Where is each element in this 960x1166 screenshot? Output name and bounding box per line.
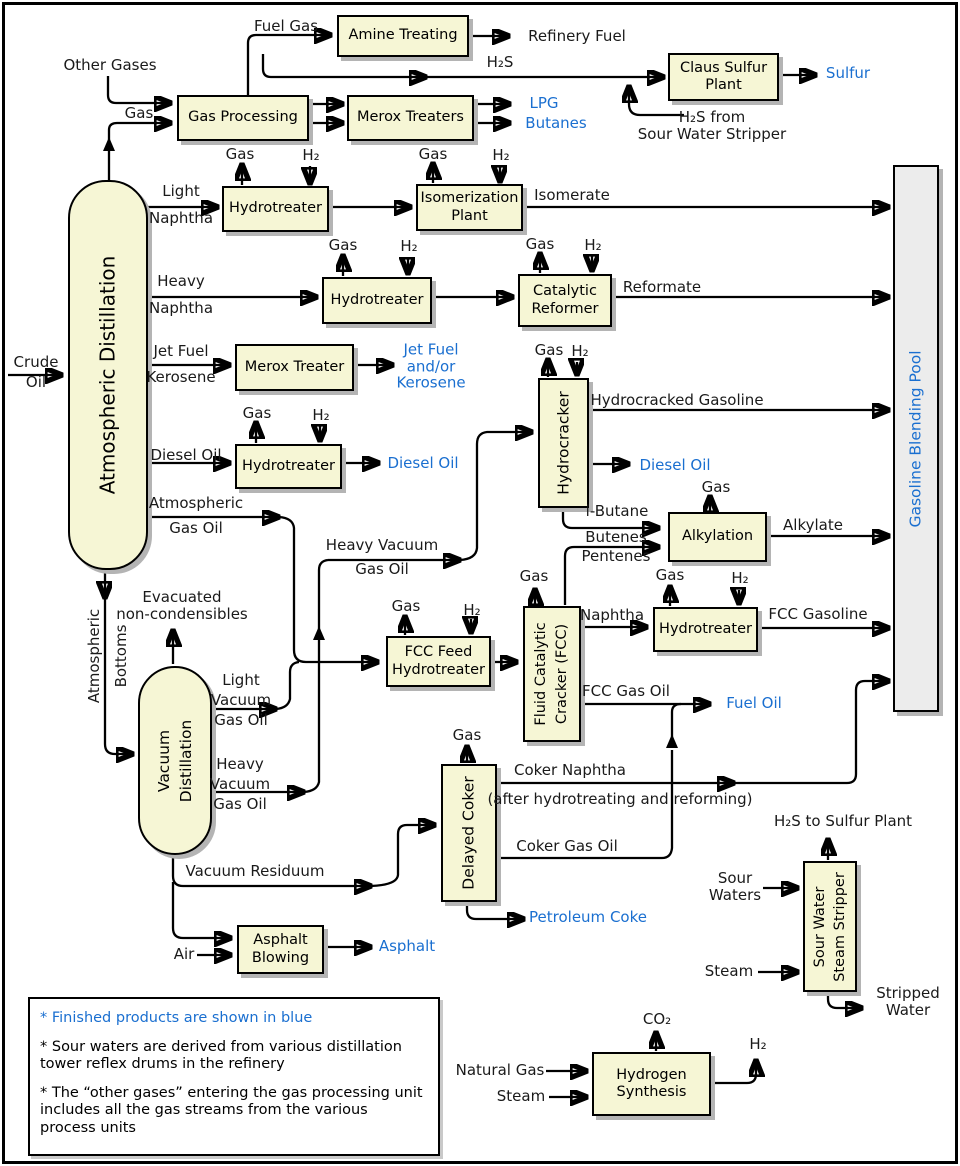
sour-waters-label-text: Waters: [708, 886, 762, 904]
merox-treaters: [347, 95, 474, 141]
gas-riser-arrow: [103, 137, 115, 151]
h2-ht1-label-text: H₂: [302, 146, 320, 164]
isomerate-label: [534, 186, 610, 204]
atmospheric-gas-oil-label: [149, 491, 243, 541]
catalytic-reformer-label: Catalytic: [533, 283, 597, 299]
gas-fcc-label: [520, 567, 549, 585]
gas-feed-label: [125, 104, 154, 122]
merox-treaters-label: Merox Treaters: [357, 109, 464, 126]
hydrocracker-label: Hydrocracker: [553, 391, 572, 495]
vacuum-distillation-label: Vacuum: [155, 729, 173, 792]
light-vacuum-gas-oil-line-b: [276, 662, 299, 709]
hydrogen-synthesis: [592, 1052, 711, 1116]
note-item-1: * Finished products are shown in blue: [40, 1010, 313, 1026]
petroleum-coke-label-text: Petroleum Coke: [529, 908, 647, 926]
fcc-feed-hydrotreater-label: FCC Feed: [404, 644, 473, 660]
asphalt-blowing-label: Asphalt: [253, 932, 308, 948]
hydrogen-synthesis-label: Synthesis: [616, 1084, 687, 1100]
air-label: [174, 945, 195, 963]
heavy-vacuum-gas-oil-vd-label-text: Heavy: [216, 755, 264, 773]
diesel-feed-label: [150, 446, 221, 464]
gasoline-blending-pool: [893, 165, 939, 712]
gas-ht3-label: [243, 404, 272, 422]
sour-water-steam-stripper-label: Steam Stripper: [832, 871, 848, 982]
diesel-out-ht-label: [387, 454, 458, 472]
other-gases-line: [108, 76, 171, 103]
atmospheric-bottoms-label-text: Atmospheric: [85, 608, 103, 704]
atmospheric-gas-oil-label-text: Gas Oil: [169, 519, 223, 537]
sour-waters-label-text: Sour: [717, 869, 753, 887]
h2s-from-sws-label-text: H₂S from: [678, 108, 746, 126]
heavy-vacuum-gas-oil-vd-label-text: Gas Oil: [213, 795, 267, 813]
fluid-catalytic-cracker-label: Cracker (FCC): [554, 623, 570, 725]
steam-hs-label-text: Steam: [496, 1087, 546, 1105]
gas-processing: [177, 95, 309, 141]
alkylate-label-text: Alkylate: [783, 516, 843, 534]
merox-treater-label: Merox Treater: [244, 358, 345, 375]
jet-fuel-out-label-text: Jet Fuel: [403, 340, 459, 359]
claus-sulfur-plant: [668, 53, 779, 101]
atmospheric-bottoms-label-text: Bottoms: [112, 624, 130, 688]
fcc-gas-oil-label-text: FCC Gas Oil: [582, 682, 670, 700]
hydrotreater-light-naphtha: [222, 186, 329, 232]
asphalt-label-text: Asphalt: [378, 937, 436, 955]
delayed-coker-label: Delayed Coker: [459, 776, 478, 890]
crude-oil-label-text: Crude: [13, 353, 59, 371]
h2-fccfh-label-text: H₂: [463, 601, 481, 619]
fcc-feed-hydrotreater: [386, 636, 491, 687]
petroleum-coke-line: [467, 899, 524, 919]
natural-gas-label: [456, 1061, 545, 1079]
butenes-pentenes-label-text: Pentenes: [581, 547, 651, 565]
gas-fcc-label-text: Gas: [519, 567, 549, 585]
heavy-naphtha-label-text: Heavy: [157, 272, 205, 290]
fuel-gas-line: [248, 35, 331, 95]
note-item-2: * Sour waters are derived from various distillation tower reflex drums in the refinery: [40, 1038, 402, 1072]
steam-sws-label-text: Steam: [704, 962, 754, 980]
petroleum-coke-label: [529, 908, 647, 926]
coker-naphtha-label-text: Coker Naphtha: [514, 761, 626, 779]
isomerization-plant: [416, 184, 523, 231]
air-label-text: Air: [173, 945, 195, 963]
diesel-feed-label-text: Diesel Oil: [150, 446, 222, 464]
h2-reformer-label-text: H₂: [584, 236, 602, 254]
h2-ht2-label-text: H₂: [400, 237, 418, 255]
lpg-label-text: LPG: [529, 94, 559, 112]
jet-fuel-kerosene-label-text: Jet Fuel: [153, 342, 209, 360]
hydrocracked-gasoline-label: [590, 391, 763, 409]
reformate-label: [623, 278, 701, 296]
gas-reformer-label-text: Gas: [525, 235, 555, 253]
i-butane-label-text: i-Butane: [585, 502, 649, 520]
hydrotreater-heavy-naphtha-label: Hydrotreater: [330, 291, 424, 308]
light-naphtha-label-text: Light: [162, 182, 200, 200]
vacuum-residuum-line-b: [371, 825, 435, 886]
sour-waters-label: [709, 870, 761, 904]
evacuated-label: [116, 589, 248, 623]
gas-riser-line: [109, 123, 171, 183]
heavy-naphtha-label-text: Naphtha: [148, 299, 214, 317]
h2s-from-sws-label-text: Sour Water Stripper: [637, 125, 787, 143]
h2-isom-label-text: H₂: [492, 146, 510, 164]
fcc-gasoline-label: [768, 605, 867, 623]
gas-alkylation-label: [702, 478, 731, 496]
h2-reformer-label: [584, 236, 601, 254]
h2s-amine-label: [487, 53, 514, 71]
gas-hydrocracker-label-text: Gas: [534, 341, 564, 359]
h2-hydrocracker-label-text: H₂: [571, 342, 589, 360]
i-butane-label: [586, 502, 649, 520]
gas-processing-label: Gas Processing: [188, 109, 298, 126]
coker-gas-oil-label-text: Coker Gas Oil: [516, 837, 618, 855]
asphalt-branch-line: [173, 882, 231, 938]
other-gases-label-text: Other Gases: [63, 56, 157, 74]
other-gases-label: [63, 56, 156, 74]
gas-isom-label-text: Gas: [418, 145, 448, 163]
heavy-naphtha-label: [149, 268, 213, 322]
asphalt-blowing-label: Blowing: [251, 949, 310, 966]
heavy-vacuum-gas-oil-hc-label-text: Heavy Vacuum: [325, 536, 439, 554]
atmospheric-distillation: [68, 180, 148, 570]
gas-isom-label: [419, 145, 448, 163]
naphtha-fcc-label-text: Naphtha: [579, 606, 645, 624]
fuel-gas-label: [254, 17, 318, 35]
fuel-oil-label-text: Fuel Oil: [726, 694, 782, 712]
heavy-vacuum-gas-oil-hc-label: [326, 533, 438, 581]
gas-ht3-label-text: Gas: [242, 404, 272, 422]
claus-sulfur-plant-label: Claus Sulfur: [679, 59, 768, 76]
h2s-from-sws-label: [638, 109, 786, 143]
amine-treating-label: Amine Treating: [348, 27, 458, 44]
catalytic-reformer-label: Reformer: [531, 300, 599, 317]
vacuum-residuum-label-text: Vacuum Residuum: [185, 862, 325, 880]
heavy-vacuum-gas-oil-vd-label: [210, 754, 270, 814]
heavy-vacuum-gas-oil-riser: [304, 560, 328, 792]
gas-fccfh-label-text: Gas: [391, 597, 421, 615]
gas-ht2-label: [329, 236, 358, 254]
light-vacuum-gas-oil-label: [211, 670, 271, 730]
co2-label-text: CO₂: [642, 1010, 672, 1028]
atmospheric-distillation-label: Atmospheric Distillation: [95, 255, 120, 495]
coker-gas-oil-label: [516, 837, 618, 855]
refinery-fuel-label: [528, 27, 626, 45]
sour-water-steam-stripper-label: Sour Water: [812, 886, 828, 967]
asphalt-blowing: [237, 925, 324, 974]
light-naphtha-label-text: Naphtha: [148, 209, 214, 227]
h2-out-label-text: H₂: [749, 1035, 767, 1053]
gasoline-blending-pool-label: Gasoline Blending Pool: [906, 349, 925, 528]
catalytic-reformer: [518, 274, 612, 327]
h2s-to-sulfur-plant-label-text: H₂S to Sulfur Plant: [773, 812, 913, 830]
light-vacuum-gas-oil-label-text: Light: [222, 671, 260, 689]
jet-fuel-out-label-text: and/or: [406, 356, 456, 375]
steam-hs-label: [497, 1087, 545, 1105]
h2-hydrocracker-label: [571, 342, 588, 360]
h2-ht3-label-text: H₂: [312, 406, 330, 424]
asphalt-label: [379, 937, 435, 955]
fuel-gas-label-text: Fuel Gas: [253, 17, 319, 35]
butenes-pentenes-label: [582, 528, 651, 566]
fcc-gas-oil-label: [582, 682, 670, 700]
jet-fuel-kerosene-label: [146, 338, 215, 390]
heavy-vacuum-gas-oil-hc-label-text: Gas Oil: [355, 560, 409, 578]
gas-ht4-label: [656, 566, 685, 584]
isomerization-plant-label: Isomerization: [420, 190, 519, 206]
delayed-coker: [441, 764, 497, 902]
hydrotreater-diesel-label: Hydrotreater: [242, 457, 335, 474]
diesel-out-hc-label: [639, 456, 710, 474]
alkylation-label: Alkylation: [681, 528, 754, 545]
hydrogen-synthesis-label: Hydrogen: [616, 1066, 687, 1083]
heavy-vacuum-gas-oil-line-c: [460, 432, 532, 560]
vacuum-distillation: [138, 666, 212, 855]
hydrocracker: [538, 378, 589, 508]
h2-ht4-label: [731, 569, 748, 587]
fcc-feed-hydrotreater-label: Hydrotreater: [392, 661, 485, 678]
evacuated-label-text: Evacuated: [142, 588, 222, 606]
gas-delayed-coker-label-text: Gas: [452, 726, 482, 744]
butanes-label-text: Butanes: [525, 114, 587, 132]
h2-ht2-label: [400, 237, 417, 255]
stripped-water-label-text: Water: [885, 1001, 931, 1019]
natural-gas-label-text: Natural Gas: [455, 1061, 545, 1079]
h2-ht1-label: [302, 146, 319, 164]
gas-reformer-label: [526, 235, 555, 253]
alkylate-label: [783, 516, 843, 534]
vacuum-distillation-label: Distillation: [177, 719, 195, 802]
jet-fuel-out-label-text: Kerosene: [396, 373, 466, 392]
h2-out-label: [749, 1035, 766, 1053]
reformate-label-text: Reformate: [622, 278, 702, 296]
hydrotreater-fcc-gasoline-label: Hydrotreater: [659, 620, 752, 637]
h2-ht3-label: [312, 406, 329, 424]
naphtha-fcc-label: [580, 606, 644, 624]
light-vacuum-gas-oil-label-text: Gas Oil: [214, 711, 268, 729]
sulfur-label-text: Sulfur: [825, 64, 871, 82]
crude-oil-label: [14, 352, 59, 392]
gas-feed-label-text: Gas: [124, 104, 154, 122]
atmospheric-bottoms-label: [81, 609, 135, 703]
amine-treating: [337, 15, 469, 57]
hydrotreater-diesel: [235, 444, 342, 489]
gas-ht2-label-text: Gas: [328, 236, 358, 254]
gas-hydrocracker-label: [535, 341, 564, 359]
gas-ht1-label-text: Gas: [225, 145, 255, 163]
fluid-catalytic-cracker-label: Fluid Catalytic: [533, 622, 549, 726]
h2-fccfh-label: [463, 601, 480, 619]
h2-isom-label: [492, 146, 509, 164]
co2-label: [643, 1010, 671, 1028]
diesel-out-ht-label-text: Diesel Oil: [387, 454, 459, 472]
sulfur-label: [826, 64, 870, 82]
light-naphtha-label: [149, 178, 213, 232]
butenes-pentenes-label-text: Butenes: [585, 528, 647, 546]
hvgo-riser-arrow: [313, 626, 325, 640]
butanes-label: [525, 114, 586, 132]
hydrocracked-gasoline-label-text: Hydrocracked Gasoline: [590, 391, 764, 409]
fluid-catalytic-cracker: [523, 606, 581, 742]
jet-fuel-out-label: [396, 341, 465, 391]
gas-alkylation-label-text: Gas: [701, 478, 731, 496]
atmospheric-gas-oil-label-text: Atmospheric: [148, 494, 244, 512]
after-hydrotreating-label: [487, 790, 752, 808]
amine-h2s-line-a: [263, 54, 426, 77]
steam-sws-label: [705, 962, 753, 980]
vacuum-residuum-label: [185, 862, 324, 880]
h2-out-line: [708, 1060, 756, 1083]
crude-oil-label-text: Oil: [25, 373, 47, 391]
lpg-label: [529, 94, 558, 112]
refinery-fuel-label-text: Refinery Fuel: [528, 27, 626, 45]
fcc-gasoline-label-text: FCC Gasoline: [768, 605, 868, 623]
evacuated-label-text: non-condensibles: [116, 605, 248, 623]
isomerization-plant-label: Plant: [451, 207, 488, 224]
heavy-vacuum-gas-oil-vd-label-text: Vacuum: [209, 775, 271, 793]
isomerate-label-text: Isomerate: [534, 186, 610, 204]
hydrotreater-heavy-naphtha: [322, 277, 432, 324]
diesel-out-hc-label-text: Diesel Oil: [639, 456, 711, 474]
gas-fccfh-label: [392, 597, 421, 615]
merox-treater: [235, 344, 354, 391]
note-item-3: * The “other gases” entering the gas processing unit includes all the gas streams from the various process units: [40, 1084, 423, 1136]
alkylation: [668, 512, 767, 562]
fuel-oil-label: [726, 694, 782, 712]
sour-water-steam-stripper: [803, 861, 857, 992]
h2s-amine-label-text: H₂S: [486, 53, 514, 71]
gas-ht4-label-text: Gas: [655, 566, 685, 584]
h2-ht4-label-text: H₂: [731, 569, 749, 587]
notes-box: [28, 997, 440, 1156]
gas-delayed-coker-label: [453, 726, 482, 744]
coker-naphtha-label: [514, 761, 626, 779]
after-hydrotreating-label-text: (after hydrotreating and reforming): [487, 790, 753, 808]
hydrotreater-fcc-gasoline: [653, 607, 758, 652]
light-vacuum-gas-oil-label-text: Vacuum: [210, 691, 272, 709]
claus-sulfur-plant-label: Plant: [705, 77, 742, 93]
h2s-to-sulfur-plant-label: [774, 812, 912, 830]
stripped-water-label: [876, 985, 940, 1019]
hydrotreater-light-naphtha-label: Hydrotreater: [229, 200, 322, 217]
gas-ht1-label: [226, 145, 255, 163]
stripped-water-label-text: Stripped: [876, 984, 940, 1002]
jet-fuel-kerosene-label-text: Kerosene: [146, 368, 216, 386]
